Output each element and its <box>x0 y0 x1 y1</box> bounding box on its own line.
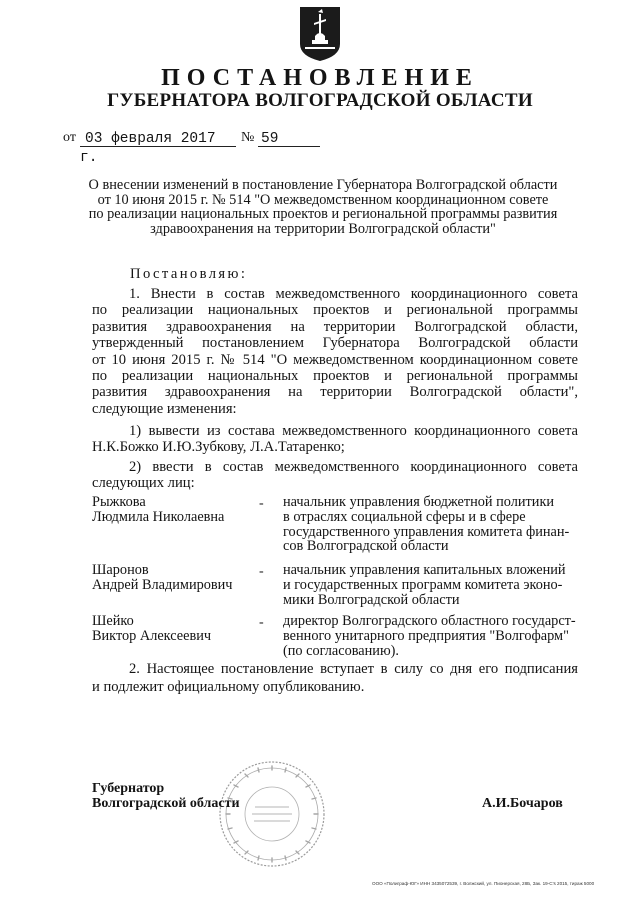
position-line: и государственных программ комитета эконо- <box>283 576 563 593</box>
issuing-authority-heading: ГУБЕРНАТОРА ВОЛГОГРАДСКОЙ ОБЛАСТИ <box>107 90 533 111</box>
paragraph-line: 2. Настоящее постановление вступает в силу со дня его подписания <box>129 661 578 677</box>
official-seal-stamp <box>216 758 328 870</box>
position-line: начальник управления капитальных вложений <box>283 562 566 578</box>
signatory-position-line1: Губернатор <box>92 781 165 796</box>
paragraph-line: по реализации национальных проектов и региональной программы <box>92 368 578 385</box>
subject-line: по реализации национальных проектов и региональной программы развития <box>88 206 558 222</box>
paragraph-line: от 10 июня 2015 г. № 514 "О межведомственном координационном совете <box>92 351 578 368</box>
member-dash: - <box>259 564 264 579</box>
member-given-names: Людмила Николаевна <box>92 509 225 525</box>
decree-subject <box>72 178 574 236</box>
paragraph-line: развития здравоохранения на территории Волгоградской области, <box>92 318 578 335</box>
paragraph-line: следующие изменения: <box>92 400 237 417</box>
resolve-word: Постановляю: <box>130 266 248 282</box>
position-line: директор Волгоградского областного государст- <box>283 613 576 629</box>
subject-line: от 10 июня 2015 г. № 514 "О межведомственном координационном совете <box>97 191 549 208</box>
signatory-name: А.И.Бочаров <box>482 796 563 811</box>
member-position <box>283 563 579 607</box>
paragraph-line: утвержденный постановлением Губернатора Волгоградской области <box>92 335 578 352</box>
member-given-names: Андрей Владимирович <box>92 577 233 593</box>
position-line: начальник управления бюджетной политики <box>283 494 555 510</box>
paragraph-line: 1. Внести в состав межведомственного координационного совета <box>129 286 578 302</box>
paragraph-line: 1) вывести из состава межведомственного координационного совета <box>129 423 578 439</box>
position-line: в отраслях социальной сферы и в сфере <box>283 508 526 525</box>
signatory-position-line2: Волгоградской области <box>92 796 240 811</box>
paragraph-line: развития здравоохранения на территории Волгоградской области", <box>92 384 578 401</box>
paragraph-line: по реализации национальных проектов и региональной программы <box>92 302 578 319</box>
item-1-paragraph <box>92 286 578 417</box>
number-field <box>258 129 320 147</box>
subject-line: здравоохранения на территории Волгоградской области" <box>150 220 496 237</box>
member-dash: - <box>259 615 264 630</box>
subitem-2-paragraph <box>92 459 578 492</box>
member-position <box>283 495 579 554</box>
position-line: (по согласованию). <box>283 642 399 659</box>
decree-number: 59 <box>261 131 279 147</box>
date-field <box>80 129 236 166</box>
subitem-1-paragraph <box>92 423 578 456</box>
paragraph-line: следующих лиц: <box>92 475 195 492</box>
member-dash: - <box>259 496 264 511</box>
coat-of-arms-emblem <box>299 6 341 62</box>
paragraph-line: и подлежит официальному опубликованию. <box>92 678 365 695</box>
decree-date: 03 февраля 2017 г. <box>80 131 216 166</box>
position-line: государственного управления комитета финан- <box>283 523 570 540</box>
paragraph-line: 2) ввести в состав межведомственного координационного совета <box>129 459 578 475</box>
paragraph-line: Н.К.Божко И.Ю.Зубкову, Л.А.Татаренко; <box>92 439 345 456</box>
subject-line: О внесении изменений в постановление Губернатора Волгоградской области <box>88 177 558 193</box>
number-label: № <box>241 130 255 145</box>
member-given-names: Виктор Алексеевич <box>92 628 212 644</box>
member-surname: Шейко <box>92 613 134 629</box>
document-type-heading: ПОСТАНОВЛЕНИЕ <box>161 65 479 91</box>
item-2-paragraph <box>92 661 578 696</box>
position-line: венного унитарного предприятия "Волгофарм" <box>283 627 569 644</box>
member-surname: Рыжкова <box>92 494 146 510</box>
member-position <box>283 614 579 658</box>
position-line: сов Волгоградской области <box>283 538 449 555</box>
date-from-label: от <box>63 130 76 145</box>
printer-imprint: ООО «Полиграф-ЮГ» ИНН 3435072539, г. Волжский, ул. Пионерская, 28Б, Зак. 19-С's 2015, тираж 5000 <box>372 881 595 886</box>
position-line: мики Волгоградской области <box>283 591 460 608</box>
member-surname: Шаронов <box>92 562 149 578</box>
